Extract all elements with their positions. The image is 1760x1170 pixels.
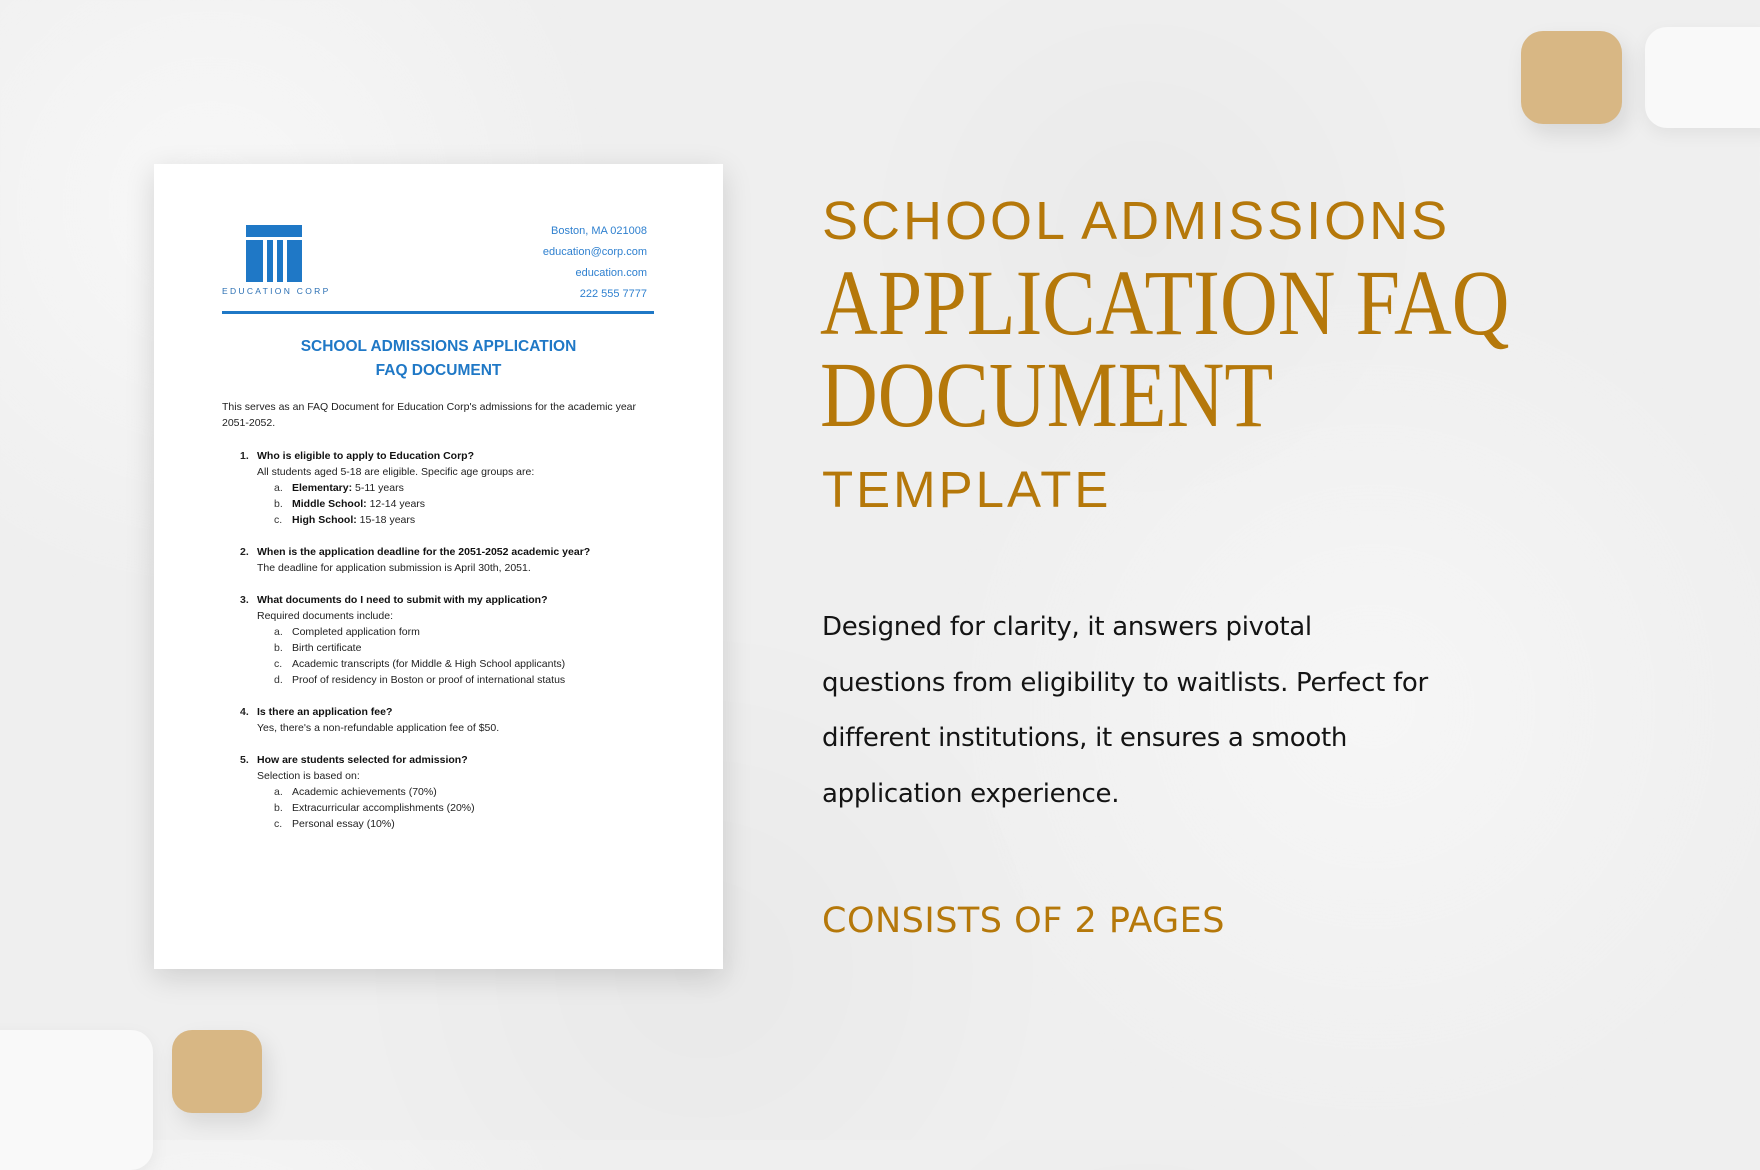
- hero-title-main: [820, 252, 1510, 447]
- faq-answer: Required documents include:: [257, 610, 393, 622]
- faq-subitem-letter: a.: [274, 626, 283, 638]
- faq-subitem: [257, 656, 662, 672]
- faq-question: How are students selected for admission?: [257, 754, 468, 766]
- faq-subitem-letter: b.: [274, 498, 283, 510]
- decorative-panel-top-right: [1645, 27, 1760, 128]
- faq-number: 5.: [240, 754, 249, 766]
- hero-title-application-faq: APPLICATION FAQ: [820, 252, 1510, 355]
- faq-item: [222, 752, 662, 832]
- hero-title-document: DOCUMENT: [820, 344, 1274, 447]
- faq-item: [222, 592, 662, 688]
- faq-subitem-letter: c.: [274, 514, 283, 526]
- faq-subitem-text: Academic transcripts (for Middle & High School applicants): [292, 658, 566, 670]
- faq-subitem-label: Middle School:: [292, 498, 367, 510]
- logo-column: [277, 240, 283, 282]
- faq-subitem-letter: b.: [274, 802, 283, 814]
- contact-phone: 222 555 7777: [579, 288, 647, 300]
- faq-item: [222, 544, 662, 576]
- faq-subitem: [257, 480, 662, 496]
- faq-subitem-letter: c.: [274, 658, 283, 670]
- description-line: application experience.: [822, 778, 1120, 809]
- faq-subitem-text: Birth certificate: [292, 642, 362, 654]
- contact-address: Boston, MA 021008: [550, 225, 647, 237]
- faq-subitem: [257, 512, 662, 528]
- hero-description: [822, 600, 1522, 822]
- logo-column: [267, 240, 273, 282]
- faq-subitem: [257, 816, 662, 832]
- faq-subitem-text: 15-18 years: [359, 514, 416, 526]
- faq-subitem-text: 5-11 years: [355, 482, 404, 494]
- faq-subitem-text: Completed application form: [292, 626, 420, 638]
- logo-wordmark: EDUCATION CORP: [222, 286, 331, 296]
- logo-column: [246, 240, 263, 282]
- document-title-line1: SCHOOL ADMISSIONS APPLICATION: [300, 338, 577, 355]
- faq-subitem-letter: a.: [274, 482, 283, 494]
- faq-question: When is the application deadline for the 2051-2052 academic year?: [257, 546, 591, 558]
- description-line: Designed for clarity, it answers pivotal: [822, 612, 1312, 642]
- faq-subitem-letter: d.: [274, 674, 283, 686]
- faq-subitem-text: 12-14 years: [369, 498, 426, 510]
- faq-subitem-text: Academic achievements (70%): [292, 786, 437, 798]
- faq-question: What documents do I need to submit with my application?: [257, 594, 548, 606]
- faq-subitem-label: High School:: [292, 514, 357, 526]
- education-corp-logo: [222, 221, 332, 297]
- faq-subitem-text: Extracurricular accomplishments (20%): [292, 802, 475, 814]
- faq-subitem: [257, 640, 662, 656]
- contact-block: [543, 221, 647, 305]
- logo-top-bar: [246, 225, 302, 237]
- faq-subitem: [257, 672, 662, 688]
- faq-subitem: [257, 784, 662, 800]
- document-preview-page: [154, 164, 723, 969]
- faq-subitem-text: Proof of residency in Boston or proof of international status: [292, 674, 566, 686]
- document-intro: This serves as an FAQ Document for Education Corp's admissions for the academic year 2051-2052.: [222, 401, 637, 429]
- faq-subitem: [257, 624, 662, 640]
- faq-answer: The deadline for application submission is April 30th, 2051.: [257, 562, 531, 574]
- faq-subitem-text: Personal essay (10%): [292, 818, 395, 830]
- hero-title-template: TEMPLATE: [822, 461, 1112, 518]
- faq-list: [222, 448, 662, 848]
- decorative-panel-bottom-left: [0, 1030, 153, 1170]
- logo-column: [287, 240, 302, 282]
- faq-number: 4.: [240, 706, 249, 718]
- faq-subitem: [257, 496, 662, 512]
- description-line: questions from eligibility to waitlists. Perfect for: [822, 667, 1428, 698]
- faq-item: [222, 704, 662, 736]
- faq-subitem-label: Elementary:: [292, 482, 353, 494]
- faq-subitem-letter: b.: [274, 642, 283, 654]
- description-line: different institutions, it ensures a smooth: [822, 723, 1348, 753]
- faq-number: 3.: [240, 594, 249, 606]
- header-divider: [222, 311, 654, 314]
- faq-subitem: [257, 800, 662, 816]
- contact-email: education@corp.com: [542, 246, 647, 258]
- faq-question: Is there an application fee?: [257, 706, 393, 718]
- faq-number: 2.: [240, 546, 249, 558]
- faq-answer: Yes, there's a non-refundable application fee of $50.: [257, 722, 500, 734]
- document-title: [154, 335, 723, 383]
- faq-item: [222, 448, 662, 528]
- hero-title-school-admissions: SCHOOL ADMISSIONS: [822, 191, 1451, 251]
- faq-number: 1.: [240, 450, 249, 462]
- contact-website: education.com: [575, 267, 647, 279]
- faq-subitem-letter: a.: [274, 786, 283, 798]
- decorative-tan-square-bottom: [172, 1030, 262, 1113]
- document-title-line2: FAQ DOCUMENT: [375, 362, 502, 379]
- faq-answer: Selection is based on:: [257, 770, 360, 782]
- page-count-note: CONSISTS OF 2 PAGES: [822, 901, 1225, 941]
- faq-answer: All students aged 5-18 are eligible. Specific age groups are:: [257, 466, 535, 478]
- faq-question: Who is eligible to apply to Education Corp?: [257, 450, 474, 462]
- decorative-tan-square-top: [1521, 31, 1622, 124]
- faq-subitem-letter: c.: [274, 818, 283, 830]
